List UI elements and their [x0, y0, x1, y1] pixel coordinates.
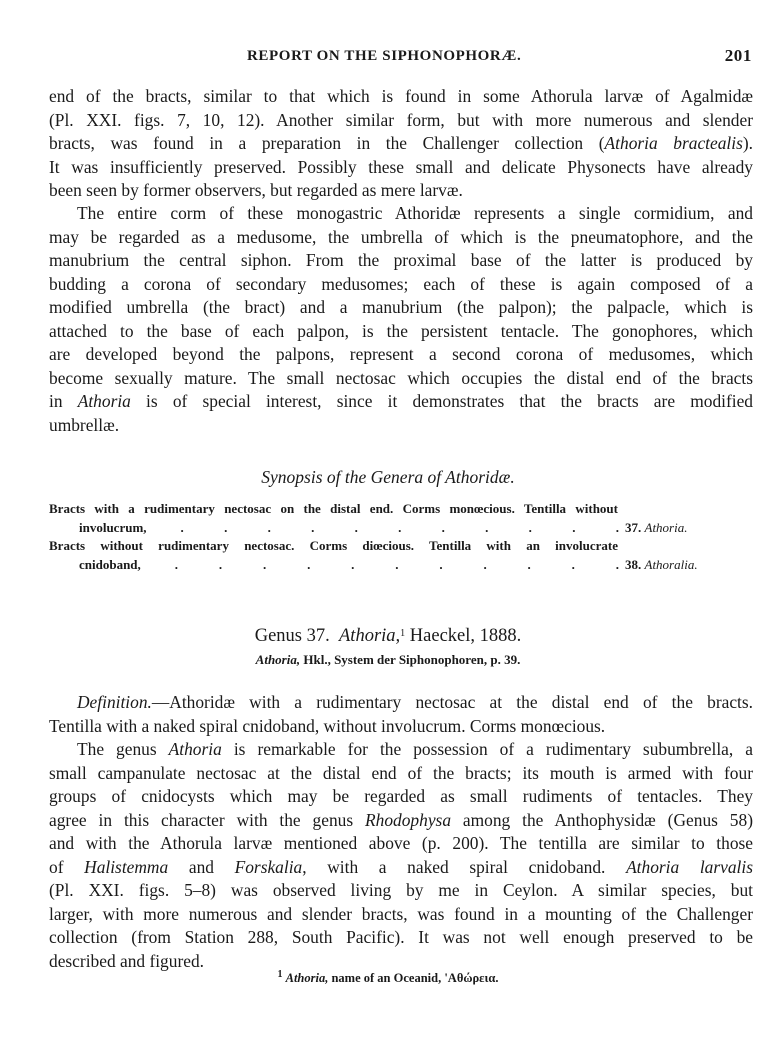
synopsis-row-text: Bracts with a rudimentary nectosac on the distal end. Corms monœcious. Tentilla without — [49, 501, 618, 516]
text-line — [49, 715, 753, 739]
synopsis-row-lead: involucrum, — [79, 519, 147, 535]
synopsis-row — [49, 500, 753, 537]
text-run: end of the bracts, similar to that which is found in some Athorula larvæ of Agalmidæ — [49, 86, 753, 106]
text-run: larger, with more numerous and slender bracts, was found in a mounting of the Challenger — [49, 903, 753, 924]
synopsis-heading: Synopsis of the Genera of Athoridæ. — [261, 467, 515, 487]
text-line — [49, 832, 753, 856]
text-line — [49, 85, 753, 109]
text-run: among the Anthophysidæ (Genus 58) — [451, 809, 753, 830]
text-run: are developed beyond the palpons, represent a second corona of medusomes, which — [49, 344, 753, 364]
reference-text: Hkl., System der Siphonophoren, p. 39. — [303, 652, 521, 667]
paragraph-definition — [49, 691, 753, 738]
text-line — [49, 320, 753, 344]
text-line — [49, 226, 753, 250]
genus-name: Athoralia. — [644, 556, 698, 572]
text-run: —Athoridæ with a rudimentary nectosac at the distal end of the bracts. — [151, 692, 753, 712]
paragraph-corm — [49, 202, 753, 437]
text-line — [49, 367, 753, 391]
text-run: become sexually mature. The small nectosac which occupies the distal end of the bracts — [49, 367, 753, 388]
text-run: is of special interest, since it demonstrates that the bracts are modified — [130, 391, 754, 411]
text-line — [49, 132, 753, 156]
italic-term: Athoria larvalis — [626, 856, 753, 877]
text-line — [49, 179, 753, 203]
reference-line — [0, 652, 776, 668]
reference-name: Athoria, — [255, 652, 301, 667]
genus-number: 38. — [625, 556, 642, 572]
text-run: The genus — [77, 739, 169, 759]
text-run: ). — [742, 133, 754, 153]
italic-term: Athoria — [168, 739, 222, 759]
text-run: been seen by former observers, but regarded as mere larvæ. — [49, 180, 463, 200]
text-line — [49, 273, 753, 297]
text-line — [49, 156, 753, 180]
text-run: The entire corm of these monogastric Athoridæ represents a single cormidium, and — [77, 203, 753, 223]
synopsis-genus-ref — [625, 556, 753, 575]
italic-term: Forskalia — [234, 856, 303, 877]
genus-author: Haeckel, 1888. — [409, 626, 522, 646]
text-line — [49, 691, 753, 715]
text-run: agree in this character with the genus — [49, 809, 366, 830]
italic-term: Athoria bractealis — [604, 133, 743, 153]
synopsis-row-lead: cnidoband, — [79, 556, 141, 572]
text-line — [49, 879, 753, 903]
genus-name: Athoria. — [644, 519, 688, 535]
dot-leader: . . . . . . . . . . . — [174, 556, 619, 572]
genus-prefix: Genus 37. — [254, 626, 330, 646]
text-line — [49, 856, 753, 880]
text-line — [49, 249, 753, 273]
genus-heading — [0, 626, 776, 647]
synopsis-row-text: Bracts without rudimentary nectosac. Corms diœcious. Tentilla with an involucrate — [49, 538, 618, 553]
dot-leader: . . . . . . . . . . . — [180, 519, 619, 535]
paragraph-genus-description — [49, 738, 753, 973]
footnote-name: Athoria, — [285, 971, 329, 985]
footnote-text: name of an Oceanid, 'Αθώρεια. — [331, 971, 499, 985]
running-title: REPORT ON THE SIPHONOPHORÆ. — [247, 48, 522, 64]
italic-term: Halistemma — [84, 856, 169, 877]
text-run: collection (from Station 288, South Pacific). It was not well enough preserved to be — [49, 927, 753, 947]
text-run: and with the Athorula larvæ mentioned above (p. 200). The tentilla are similar to those — [49, 833, 753, 853]
text-run: attached to the base of each palpon, is the persistent tentacle. The gonophores, which — [49, 320, 753, 341]
text-line — [49, 738, 753, 762]
synopsis-genus-ref — [625, 519, 753, 538]
text-run: is remarkable for the possession of a rudimentary subumbrella, a — [221, 739, 753, 759]
text-line — [49, 903, 753, 927]
text-run: of — [49, 856, 85, 877]
genus-title-name: Athoria, — [339, 626, 401, 646]
text-run: may be regarded as a medusome, the umbrella of which is the pneumatophore, and the — [49, 226, 753, 247]
text-line — [49, 390, 753, 414]
text-run: Tentilla with a naked spiral cnidoband, without involucrum. Corms monœcious. — [49, 715, 606, 736]
text-run: It was insufficiently preserved. Possibly these small and delicate Physonects have already — [49, 156, 753, 177]
text-line — [49, 809, 753, 833]
genus-number: 37. — [625, 519, 642, 535]
text-line — [49, 926, 753, 950]
footnote-mark[interactable]: 1 — [400, 628, 406, 639]
italic-term: Rhodophysa — [365, 809, 452, 830]
text-run: manubrium the central siphon. From the proximal base of the latter is produced by — [49, 250, 753, 270]
footnote-number: 1 — [277, 969, 283, 980]
text-line — [49, 296, 753, 320]
text-run: bracts, was found in a preparation in the Challenger collection ( — [49, 133, 605, 153]
text-line — [49, 414, 753, 438]
synopsis-table — [49, 500, 753, 574]
running-header — [0, 48, 776, 68]
text-run: in — [49, 391, 78, 411]
text-run: small campanulate nectosac at the distal end of the bracts; its mouth is armed with four — [49, 762, 753, 783]
text-run: (Pl. XXI. figs. 5–8) was observed living by me in Ceylon. A similar species, but — [49, 880, 753, 900]
text-line — [49, 109, 753, 133]
text-run: modified umbrella (the bract) and a manubrium (the palpon); the palpacle, which is — [49, 297, 753, 317]
text-run: umbrellæ. — [49, 414, 120, 435]
page-number: 201 — [724, 46, 752, 65]
text-run: budding a corona of secondary medusomes; each of these is again composed of a — [49, 273, 753, 294]
synopsis-row — [49, 537, 753, 574]
text-run: , with a naked spiral cnidoband. — [302, 856, 627, 877]
text-line — [49, 785, 753, 809]
italic-term: Athoria — [77, 391, 131, 411]
text-run: and — [168, 856, 235, 877]
text-run: described and figured. — [49, 950, 205, 971]
text-run: (Pl. XXI. figs. 7, 10, 12). Another similar form, but with more numerous and slender — [49, 109, 753, 130]
italic-term: Definition. — [77, 692, 152, 712]
footnote — [0, 969, 776, 986]
paragraph-continued — [49, 85, 753, 203]
text-run: groups of cnidocysts which may be regarded as small rudiments of tentacles. They — [49, 786, 753, 806]
text-line — [49, 762, 753, 786]
text-line — [49, 343, 753, 367]
text-line — [49, 202, 753, 226]
